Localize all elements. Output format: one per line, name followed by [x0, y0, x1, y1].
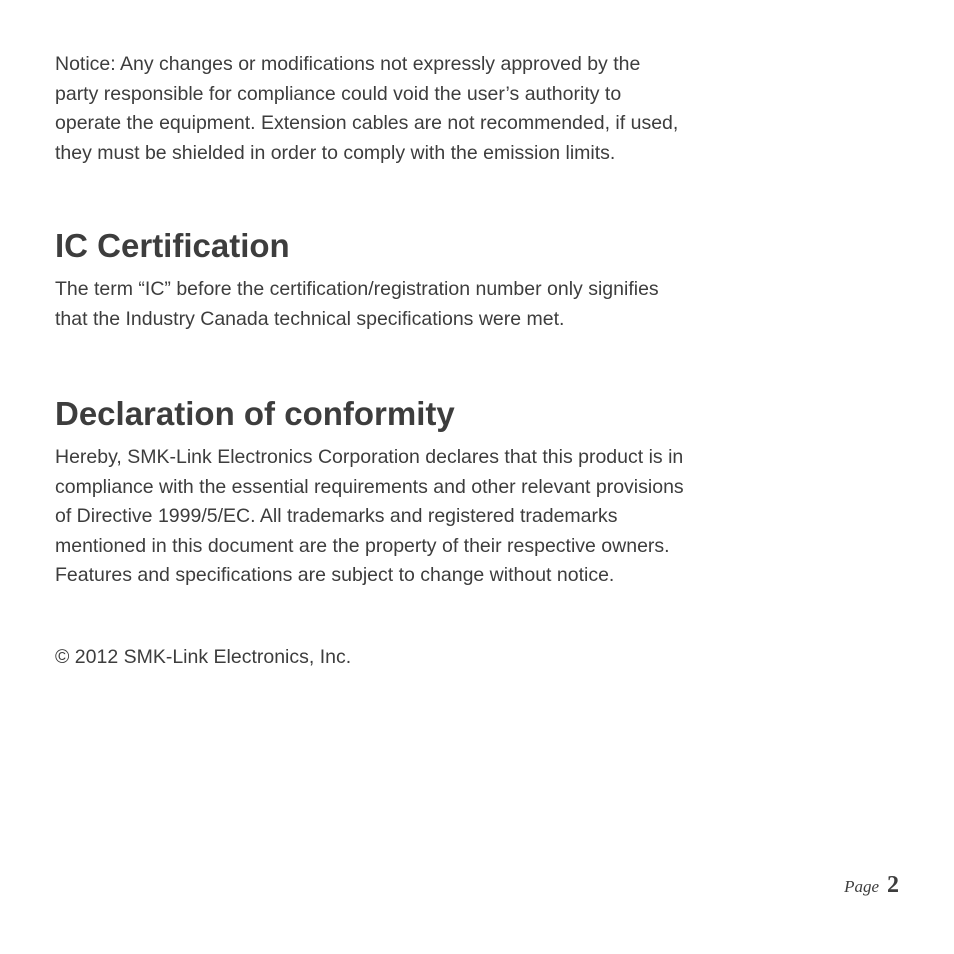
- copyright-notice: © 2012 SMK-Link Electronics, Inc.: [55, 645, 352, 668]
- ic-certification-heading: IC Certification: [55, 227, 290, 264]
- page-number: 2: [887, 872, 899, 898]
- declaration-line: mentioned in this document are the property of their respective owners.: [55, 534, 670, 557]
- notice-line: Notice: Any changes or modifications not expressly approved by the: [55, 53, 641, 75]
- declaration-of-conformity-heading: Declaration of conformity: [55, 395, 455, 432]
- declaration-line: Features and specifications are subject to change without notice.: [55, 564, 615, 586]
- page-label: Page: [844, 877, 879, 896]
- declaration-line: of Directive 1999/5/EC. All trademarks and registered trademarks: [55, 505, 618, 527]
- document-page: [55, 50, 795, 672]
- ic-line: The term “IC” before the certification/registration number only signifies: [55, 278, 659, 300]
- notice-line: operate the equipment. Extension cables are not recommended, if used,: [55, 112, 679, 134]
- notice-line: they must be shielded in order to comply with the emission limits.: [55, 141, 616, 164]
- ic-line: that the Industry Canada technical specifications were met.: [55, 307, 565, 330]
- notice-line: party responsible for compliance could void the user’s authority to: [55, 82, 622, 105]
- declaration-paragraph: [55, 443, 795, 591]
- page-footer: [844, 872, 899, 899]
- declaration-line: Hereby, SMK-Link Electronics Corporation declares that this product is in: [55, 446, 684, 468]
- ic-certification-paragraph: [55, 275, 795, 334]
- notice-paragraph: [55, 50, 795, 168]
- declaration-line: compliance with the essential requirements and other relevant provisions: [55, 475, 684, 498]
